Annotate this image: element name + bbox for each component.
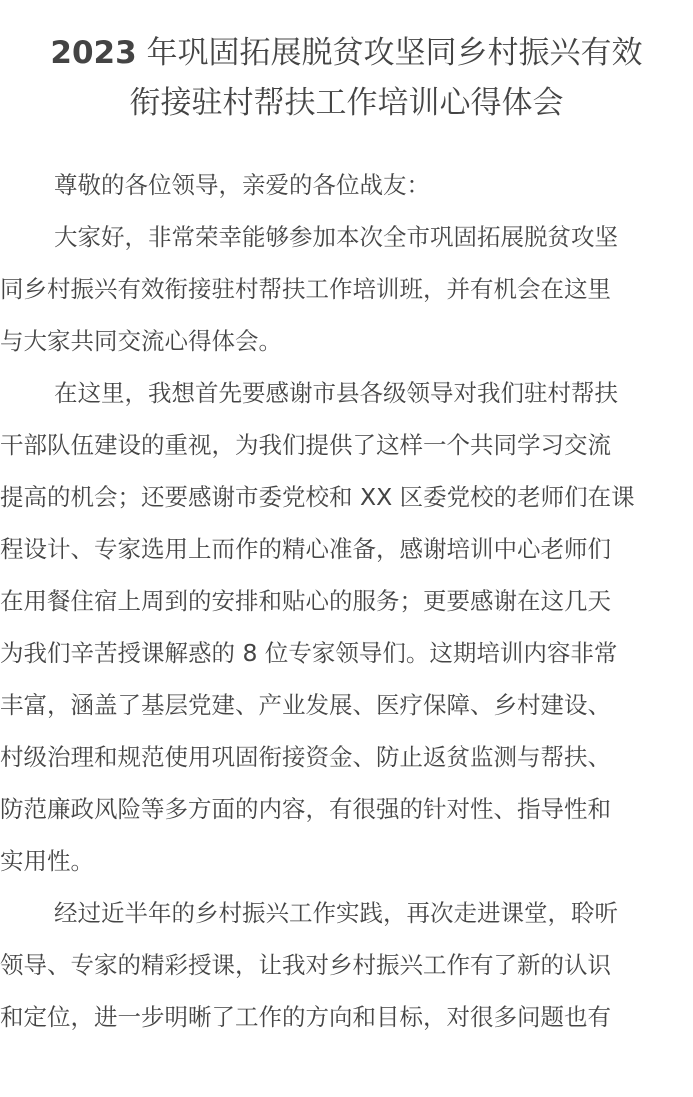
- text-line: 防范廉政风险等多方面的内容，有很强的针对性、指导性和: [0, 795, 611, 823]
- document-title: [0, 28, 693, 128]
- text-line: 提高的机会；还要感谢市委党校和 XX 区委党校的老师们在课: [0, 483, 635, 511]
- text-line: 实用性。: [0, 847, 94, 875]
- text-line: 在用餐住宿上周到的安排和贴心的服务；更要感谢在这几天: [0, 587, 611, 615]
- text-line: 干部队伍建设的重视，为我们提供了这样一个共同学习交流: [0, 431, 611, 459]
- text-line: 丰富，涵盖了基层党建、产业发展、医疗保障、乡村建设、: [0, 691, 611, 719]
- text-line: 领导、专家的精彩授课，让我对乡村振兴工作有了新的认识: [0, 951, 611, 979]
- title-line-1: [0, 28, 693, 78]
- text-line: 经过近半年的乡村振兴工作实践，再次走进课堂，聆听: [54, 899, 618, 927]
- paragraph-salutation: [0, 159, 693, 211]
- paragraph-thanks: [0, 367, 693, 887]
- text-line: 尊敬的各位领导，亲爱的各位战友：: [54, 171, 430, 199]
- paragraph-greeting: [0, 211, 693, 367]
- text-line: 同乡村振兴有效衔接驻村帮扶工作培训班，并有机会在这里: [0, 275, 611, 303]
- text-line: 和定位，进一步明晰了工作的方向和目标，对很多问题也有: [0, 1003, 611, 1031]
- text-line: 为我们辛苦授课解惑的 8 位专家领导们。这期培训内容非常: [0, 639, 618, 667]
- text-line: 在这里，我想首先要感谢市县各级领导对我们驻村帮扶: [54, 379, 618, 407]
- title-line-2: 衔接驻村帮扶工作培训心得体会: [129, 85, 564, 121]
- title-year: 2023: [50, 35, 137, 71]
- text-line: 村级治理和规范使用巩固衔接资金、防止返贫监测与帮扶、: [0, 743, 611, 771]
- text-line: 与大家共同交流心得体会。: [0, 327, 282, 355]
- text-line: 大家好，非常荣幸能够参加本次全市巩固拓展脱贫攻坚: [54, 223, 618, 251]
- title-line-1-text: 年巩固拓展脱贫攻坚同乡村振兴有效: [136, 35, 643, 71]
- text-line: 程设计、专家选用上而作的精心准备，感谢培训中心老师们: [0, 535, 611, 563]
- document-body: [0, 159, 693, 1043]
- paragraph-experience: [0, 887, 693, 1043]
